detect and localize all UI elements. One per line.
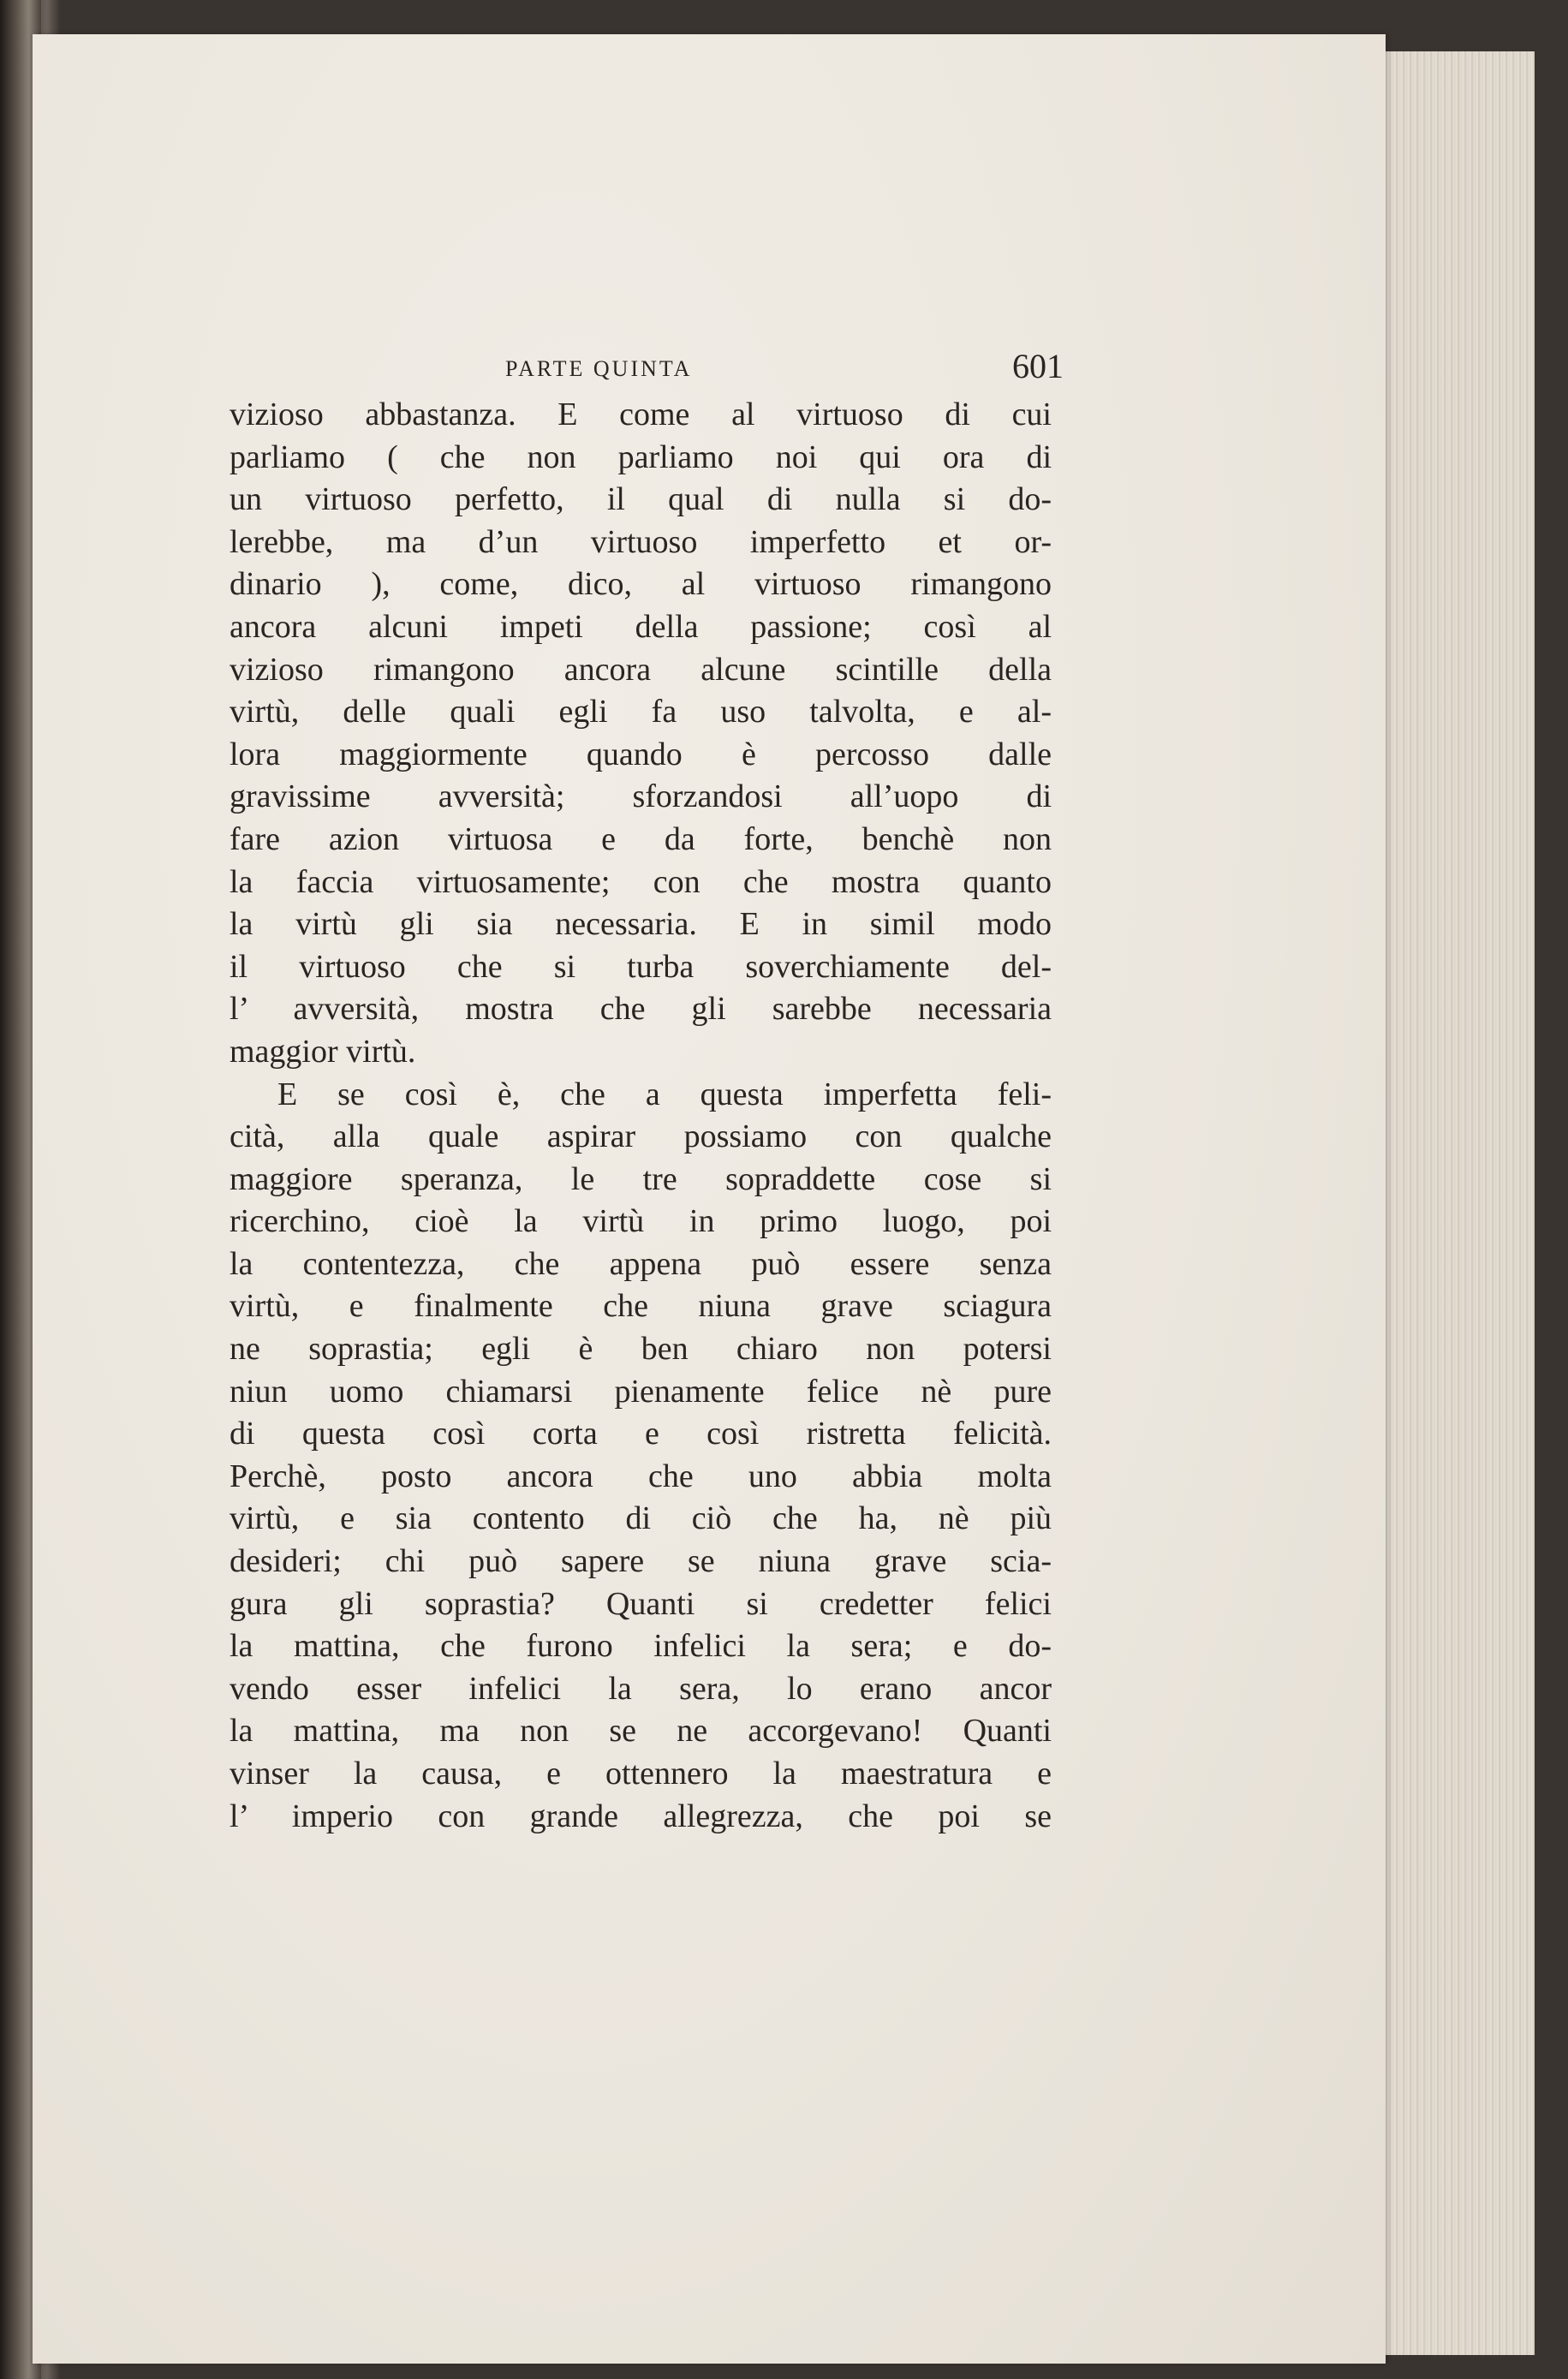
text-line: vinser la causa, e ottennero la maestratura e [230, 1756, 1052, 1792]
paragraph [230, 1074, 1052, 1839]
text-line: la virtù gli sia necessaria. E in simil modo [230, 906, 1052, 943]
text-line: lora maggiormente quando è percosso dalle [230, 736, 1052, 772]
text-line: desideri; chi può sapere se niuna grave scia- [230, 1543, 1052, 1580]
text-line: niun uomo chiamarsi pienamente felice nè pure [230, 1373, 1052, 1410]
text-line: la contentezza, che appena può essere senza [230, 1245, 1052, 1282]
text-line: virtù, e sia contento di ciò che ha, nè più [230, 1500, 1052, 1537]
page-number: 601 [1012, 347, 1064, 385]
text-line: di questa così corta e così ristretta felicità. [230, 1416, 1052, 1452]
text-line: vizioso abbastanza. E come al virtuoso di cui [230, 396, 1052, 432]
running-head [230, 344, 1064, 391]
text-line: virtù, e finalmente che niuna grave sciagura [230, 1288, 1052, 1325]
text-line: E se così è, che a questa imperfetta feli- [277, 1076, 1052, 1112]
text-line: la mattina, che furono infelici la sera; e do- [230, 1628, 1052, 1665]
stacked-page-edges [1370, 51, 1535, 2355]
text-line: dinario ), come, dico, al virtuoso rimangono [230, 566, 1052, 603]
text-line: gravissime avversità; sforzandosi all’uopo di [230, 778, 1052, 815]
text-line: la mattina, ma non se ne accorgevano! Quanti [230, 1713, 1052, 1750]
text-line: lerebbe, ma d’un virtuoso imperfetto et or- [230, 523, 1052, 560]
text-line: il virtuoso che si turba soverchiamente del- [230, 948, 1052, 985]
text-line: un virtuoso perfetto, il qual di nulla si do- [230, 481, 1052, 518]
text-line: l’ avversità, mostra che gli sarebbe necessaria [230, 991, 1052, 1028]
text-line: l’ imperio con grande allegrezza, che poi se [230, 1798, 1052, 1834]
text-line: vizioso rimangono ancora alcune scintille della [230, 651, 1052, 688]
text-line: virtù, delle quali egli fa uso talvolta, e al- [230, 694, 1052, 730]
paragraph [230, 394, 1052, 1074]
running-title: PARTE QUINTA [505, 356, 693, 381]
text-block [230, 344, 1064, 1838]
text-line: ricerchino, cioè la virtù in primo luogo, poi [230, 1203, 1052, 1240]
text-line: la faccia virtuosamente; con che mostra quanto [230, 863, 1052, 900]
text-line: gura gli soprastia? Quanti si credetter felici [230, 1585, 1052, 1622]
text-line: ancora alcuni impeti della passione; così al [230, 608, 1052, 645]
text-line: parliamo ( che non parliamo noi qui ora di [230, 438, 1052, 475]
text-line: fare azion virtuosa e da forte, benchè non [230, 820, 1052, 857]
text-line: vendo esser infelici la sera, lo erano ancor [230, 1670, 1052, 1707]
text-line: cità, alla quale aspirar possiamo con qualche [230, 1118, 1052, 1155]
text-line: maggior virtù. [230, 1033, 416, 1070]
text-line: Perchè, posto ancora che uno abbia molta [230, 1458, 1052, 1494]
text-line: maggiore speranza, le tre sopraddette cose si [230, 1160, 1052, 1197]
text-line: ne soprastia; egli è ben chiaro non potersi [230, 1331, 1052, 1368]
book-page [33, 34, 1386, 2364]
